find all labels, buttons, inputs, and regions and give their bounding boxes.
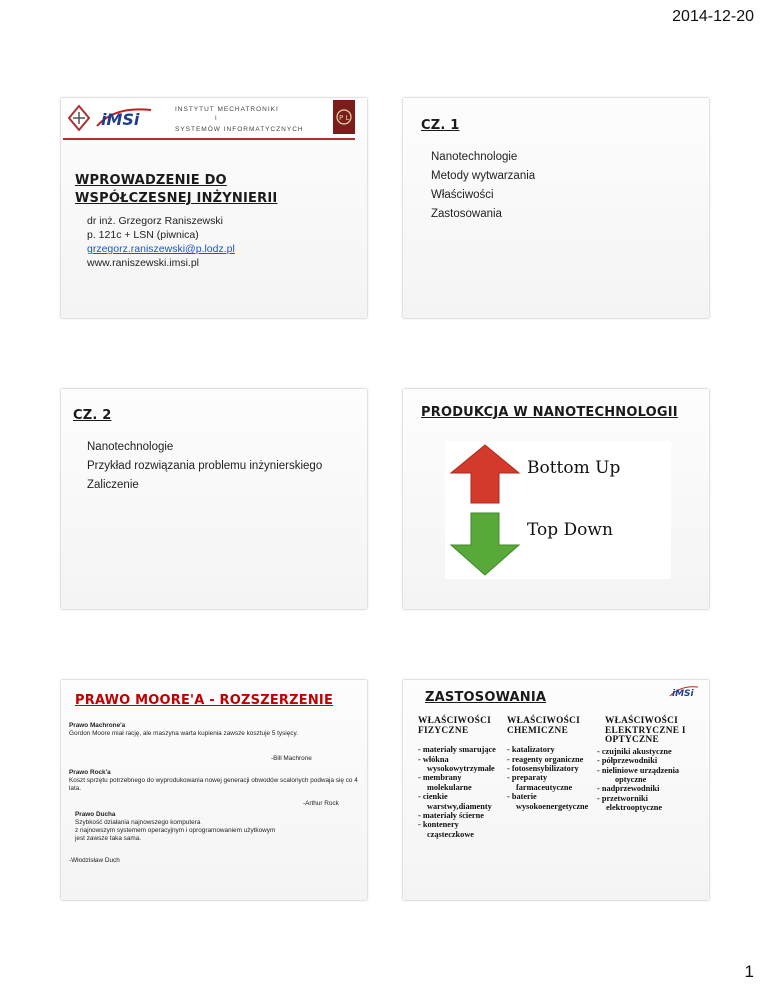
list-item: - przetworniki [597, 793, 648, 803]
list-item: farmaceutyczne [516, 782, 573, 792]
slide-title [61, 98, 367, 318]
list-item: wysokowytrzymałe [427, 764, 495, 773]
list-item: - baterie [507, 792, 537, 802]
law-name: Prawo Ducha [75, 811, 116, 818]
list-item: Metody wytwarzania [431, 170, 536, 182]
list-item: - reagenty organiczne [507, 754, 584, 764]
list-item: elektrooptyczne [606, 803, 663, 813]
list-item: - katalizatory [507, 745, 555, 755]
slide-part2 [61, 389, 367, 609]
list-item: warstwy,diamenty [427, 801, 492, 811]
list-item: - cienkie [418, 792, 448, 802]
list-item: - fotosensybilizatory [507, 764, 579, 773]
banner-line2: SYSTEMÓW INFORMATYCZNYCH [175, 126, 304, 133]
law-text: jest zawsze taka sama. [75, 835, 142, 842]
column-header: WŁAŚCIWOŚCI FIZYCZNE [418, 716, 492, 736]
law-author: -Bill Machrone [271, 755, 312, 762]
slide-applications [403, 680, 709, 900]
arrow-up-icon [451, 445, 519, 503]
law-text: Szybkość działania najnowszego komputera [75, 819, 201, 826]
list-item: Nanotechnologie [87, 441, 174, 453]
email-link[interactable]: grzegorz.raniszewski@p.lodz.pl [87, 243, 235, 255]
imsi-logo-icon [95, 104, 153, 130]
institute-banner [63, 100, 355, 140]
list-item: optyczne [615, 775, 647, 784]
bottom-up-top-down-diagram [445, 441, 671, 579]
slide-production [403, 389, 709, 609]
institute-emblem-icon [67, 104, 91, 132]
list-item: - membrany [418, 773, 462, 783]
list-item: - preparaty [507, 773, 548, 783]
column-header: WŁAŚCIWOŚCI CHEMICZNE [507, 716, 581, 736]
law-name: Prawo Rock'a [69, 769, 111, 776]
list-item: Właściwości [431, 189, 494, 201]
svg-text:P L: P L [339, 114, 350, 122]
law-author: -Włodzisław Duch [69, 857, 120, 864]
slide-title-text: ZASTOSOWANIA [425, 690, 547, 705]
list-item: wysokoenergetyczne [516, 801, 589, 811]
slide-title-text: PRODUKCJA W NANOTECHNOLOGII [421, 405, 678, 420]
slide-title-text: CZ. 2 [73, 408, 112, 423]
author-info [87, 214, 235, 270]
law-duch [75, 811, 359, 843]
list-item: Zaliczenie [87, 479, 139, 491]
list-item: - włókna [418, 754, 449, 764]
page-number: 1 [744, 962, 754, 981]
banner-i: I [215, 116, 217, 122]
website-text: www.raniszewski.imsi.pl [87, 257, 200, 269]
list-item: - materiały ścierne [418, 811, 484, 821]
topic-list [431, 148, 535, 224]
slide-moore-law [61, 680, 367, 900]
list-item: - nadprzewodniki [597, 784, 660, 794]
list-item: - półprzewodniki [597, 756, 658, 766]
list-item: - nieliniowe urządzenia [597, 765, 680, 775]
svg-text:iMSi: iMSi [101, 110, 140, 129]
slide-title-text: WPROWADZENIE DO WSPÓŁCZESNEJ INŻYNIERII [75, 173, 278, 206]
imsi-logo-icon [669, 684, 699, 698]
list-item: - kontenery [418, 820, 459, 830]
list-item: Zastosowania [431, 208, 502, 220]
topic-list [87, 438, 322, 495]
list-item: - czujniki akustyczne [597, 746, 672, 756]
author-name: dr inż. Grzegorz Raniszewski [87, 215, 223, 227]
law-author: -Arthur Rock [303, 800, 339, 807]
slide-title-text: PRAWO MOORE'A - ROZSZERZENIE [75, 693, 334, 708]
list-item: Przykład rozwiązania problemu inżynierskiego [87, 460, 323, 472]
list-item: molekularne [427, 782, 472, 792]
bottom-up-label: Bottom Up [527, 458, 621, 478]
law-rock [69, 769, 359, 793]
law-text: z najnowszym systemem operacyjnym i oprogramowaniem użytkowym [75, 827, 276, 834]
properties-chemical-column [507, 717, 603, 811]
column-header: WŁAŚCIWOŚCI ELEKTRYCZNE I OPTYCZNE [605, 716, 686, 746]
law-name: Prawo Machrone'a [69, 722, 126, 729]
arrow-down-icon [451, 513, 519, 575]
room-info: p. 121c + LSN (piwnica) [87, 229, 199, 241]
slide-part1 [403, 98, 709, 318]
list-item: Nanotechnologie [431, 151, 518, 163]
svg-text:iMSi: iMSi [672, 689, 694, 698]
law-text: Koszt sprzętu potrzebnego do wyprodukowania nowej generacji obwodów scalonych podwaja się co 4 lata. [69, 777, 358, 792]
properties-physical-column [418, 717, 513, 839]
top-down-label: Top Down [527, 520, 613, 540]
list-item: cząsteczkowe [427, 829, 474, 839]
banner-line1: INSTYTUT MECHATRONIKI [175, 106, 279, 113]
list-item: - materiały smarujące [418, 745, 496, 755]
properties-electrical-column [597, 717, 697, 813]
law-text: Gordon Moore miał rację, ale maszyna warta kupienia zawsze kosztuje 5 tysięcy. [69, 730, 298, 737]
header-date: 2014-12-20 [672, 8, 754, 25]
pl-logo-icon [333, 100, 355, 134]
slide-title-text: CZ. 1 [421, 118, 460, 133]
law-machrone [69, 722, 359, 738]
